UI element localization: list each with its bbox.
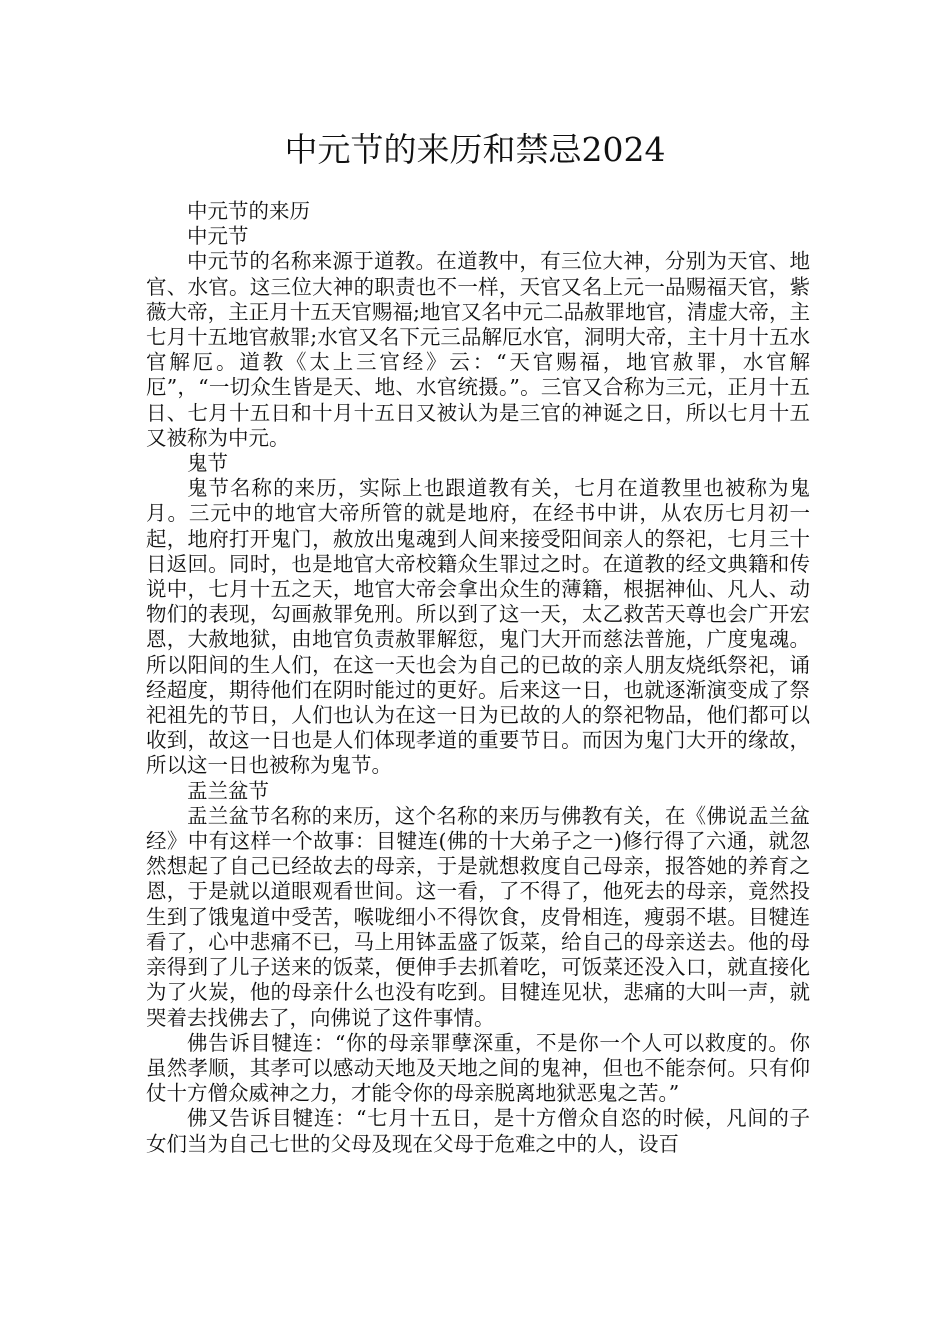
document-title: 中元节的来历和禁忌2024 [284,130,666,169]
subheading-yulanpen: 盂兰盆节 [187,778,269,803]
subheading-zhongyuan: 中元节 [187,224,249,249]
paragraph-buddha-instruction: 佛又告诉目犍连：“七月十五日，是十方僧众自恣的时候，凡间的子女们当为自己七世的父母及现在父母于危难之中的人，设百 [146,1106,810,1156]
heading-origin: 中元节的来历 [187,199,310,223]
paragraph-yulanpen: 盂兰盆节名称的来历，这个名称的来历与佛教有关，在《佛说盂兰盆经》中有这样一个故事：目犍连(佛的十大弟子之一)修行得了六通，就忽然想起了自己已经故去的母亲，于是就想救度自己母亲，报答她的养育之恩，于是就以道眼观看世间。这一看，了不得了，他死去的母亲，竟然投生到了饿鬼道中受苦，喉咙细小不得饮食，皮骨相连，瘦弱不堪。目犍连看了，心中悲痛不已，马上用钵盂盛了饭菜，给自己的母亲送去。他的母亲得到了儿子送来的饭菜，便伸手去抓着吃，可饭菜还没入口，就直接化为了火炭，他的母亲什么也没有吃到。目犍连见状，悲痛的大叫一声，就哭着去找佛去了，向佛说了这件事情。 [146,803,810,1030]
paragraph-buddha-reply: 佛告诉目犍连：“你的母亲罪孽深重，不是你一个人可以救度的。你虽然孝顺，其孝可以感动天地及天地之间的鬼神，但也不能奈何。只有仰仗十方僧众威神之力，才能令你的母亲脱离地狱恶鬼之苦。” [146,1030,810,1106]
paragraph-zhongyuan: 中元节的名称来源于道教。在道教中，有三位大神，分别为天官、地官、水官。这三位大神的职责也不一样，天官又名上元一品赐福天官，紫薇大帝，主正月十五天官赐福;地官又名中元二品赦罪地官，清虚大帝，主七月十五地官赦罪;水官又名下元三品解厄水官，洞明大帝，主十月十五水官解厄。道教《太上三官经》云：“天官赐福，地官赦罪，水官解厄”，“一切众生皆是天、地、水官统摄。”。三官又合称为三元，正月十五日、七月十五日和十月十五日又被认为是三官的神诞之日，所以七月十五又被称为中元。 [146,249,810,450]
paragraph-guijie: 鬼节名称的来历，实际上也跟道教有关，七月在道教里也被称为鬼月。三元中的地官大帝所管的就是地府，在经书中讲，从农历七月初一起，地府打开鬼门，赦放出鬼魂到人间来接受阳间亲人的祭祀，七月三十日返回。同时，也是地官大帝校籍众生罪过之时。在道教的经文典籍和传说中，七月十五之天，地官大帝会拿出众生的薄籍，根据神仙、凡人、动物们的表现，勾画赦罪免刑。所以到了这一天，太乙救苦天尊也会广开宏恩，大赦地狱，由地官负责赦罪解愆，鬼门大开而慈法普施，广度鬼魂。所以阳间的生人们，在这一天也会为自己的已故的亲人朋友烧纸祭祀，诵经超度，期待他们在阴时能过的更好。后来这一日，也就逐渐演变成了祭祀祖先的节日，人们也认为在这一日为已故的人的祭祀物品，他们都可以收到，故这一日也是人们体现孝道的重要节日。而因为鬼门大开的缘故，所以这一日也被称为鬼节。 [146,476,810,778]
subheading-guijie: 鬼节 [187,451,228,476]
document-body [146,199,810,1157]
